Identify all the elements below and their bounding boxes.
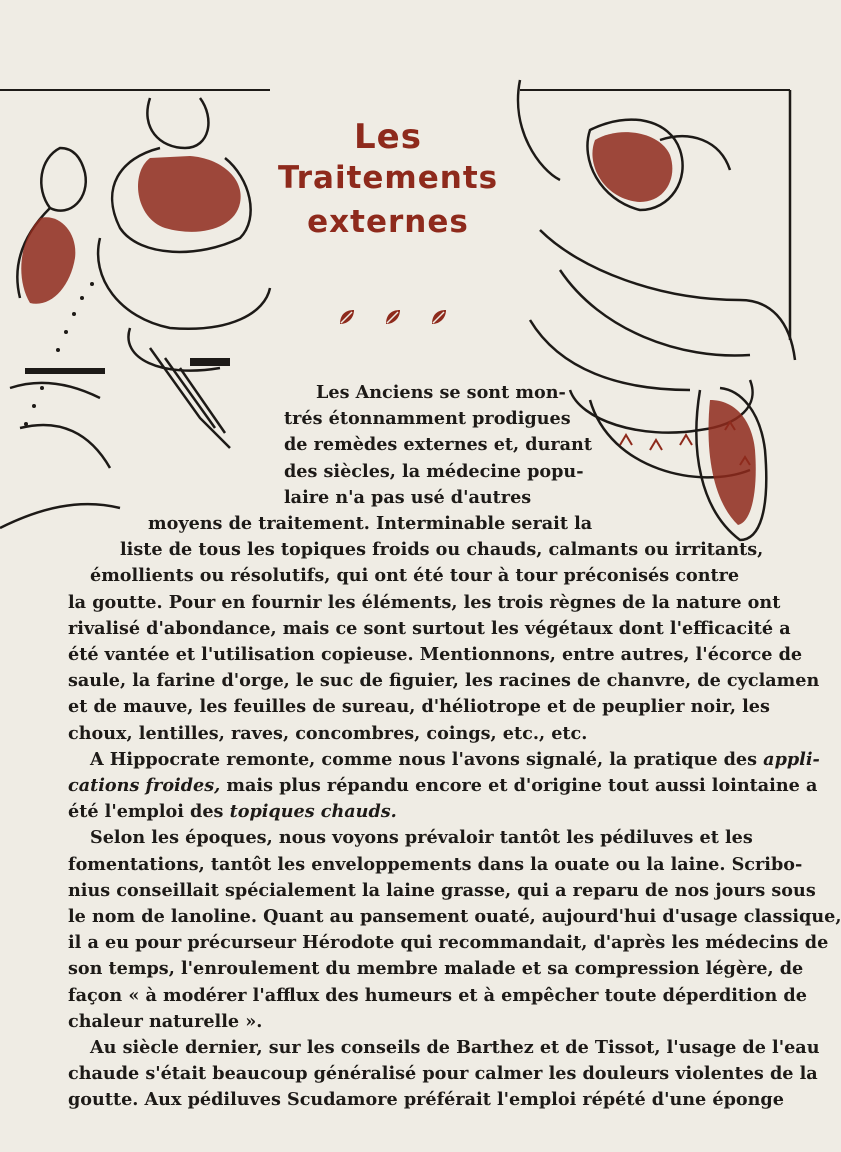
leaf-ornament-icon <box>384 308 402 326</box>
text-line: été vantée et l'utilisation copieuse. Mentionnons, entre autres, l'écorce de <box>68 644 803 666</box>
article-body <box>68 380 841 1114</box>
text-line: son temps, l'enroulement du membre malade et sa compression légère, de <box>68 958 804 980</box>
text-line: des siècles, la médecine popu- <box>284 460 584 482</box>
text-line: cations froides, mais plus répandu encore et d'origine tout aussi lointaine a <box>68 775 818 797</box>
text-line: Au siècle dernier, sur les conseils de Barthez et de Tissot, l'usage de l'eau <box>90 1037 820 1059</box>
text-line: moyens de traitement. Interminable serait la <box>148 513 593 535</box>
text-line: le nom de lanoline. Quant au pansement ouaté, aujourd'hui d'usage classique, <box>68 906 841 928</box>
title-line-3: externes <box>307 204 469 241</box>
text-line: été l'emploi des topiques chauds. <box>68 801 397 823</box>
text-line: goutte. Aux pédiluves Scudamore préférait l'emploi répété d'une éponge <box>68 1089 784 1111</box>
text-line: fomentations, tantôt les enveloppements dans la ouate ou la laine. Scribo- <box>68 853 803 875</box>
leaf-ornament-icon <box>338 308 356 326</box>
text-line: nius conseillait spécialement la laine grasse, qui a reparu de nos jours sous <box>68 879 816 901</box>
text-line: A Hippocrate remonte, comme nous l'avons signalé, la pratique des appli- <box>90 748 820 770</box>
title-line-1: Les <box>354 117 422 157</box>
text-line: Selon les époques, nous voyons prévaloir tantôt les pédiluves et les <box>90 827 753 849</box>
text-line: la goutte. Pour en fournir les éléments, les trois règnes de la nature ont <box>68 591 781 613</box>
text-line: trés étonnamment prodigues <box>284 408 571 430</box>
text-line: façon « à modérer l'afflux des humeurs et à empêcher toute déperdition de <box>68 984 807 1006</box>
ornament-row <box>338 308 448 326</box>
text-line: de remèdes externes et, durant <box>284 434 592 456</box>
text-line: choux, lentilles, raves, concombres, coings, etc., etc. <box>68 722 588 744</box>
text-line: émollients ou résolutifs, qui ont été tour à tour préconisés contre <box>90 565 740 587</box>
leaf-ornament-icon <box>430 308 448 326</box>
text-line: et de mauve, les feuilles de sureau, d'héliotrope et de peuplier noir, les <box>68 696 770 718</box>
text-line: saule, la farine d'orge, le suc de figuier, les racines de chanvre, de cyclamen <box>68 670 820 692</box>
text-line: chaude s'était beaucoup généralisé pour calmer les douleurs violentes de la <box>68 1063 818 1085</box>
text-line: liste de tous les topiques froids ou chauds, calmants ou irritants, <box>120 539 764 561</box>
title-line-2: Traitements <box>278 159 499 196</box>
text-line: chaleur naturelle ». <box>68 1010 263 1032</box>
text-line: laire n'a pas usé d'autres <box>284 486 532 508</box>
text-line: Les Anciens se sont mon- <box>316 382 566 403</box>
text-line: il a eu pour précurseur Hérodote qui recommandait, d'après les médecins de <box>68 932 829 954</box>
title-block <box>278 117 499 241</box>
text-line: rivalisé d'abondance, mais ce sont surtout les végétaux dont l'efficacité a <box>68 617 791 639</box>
